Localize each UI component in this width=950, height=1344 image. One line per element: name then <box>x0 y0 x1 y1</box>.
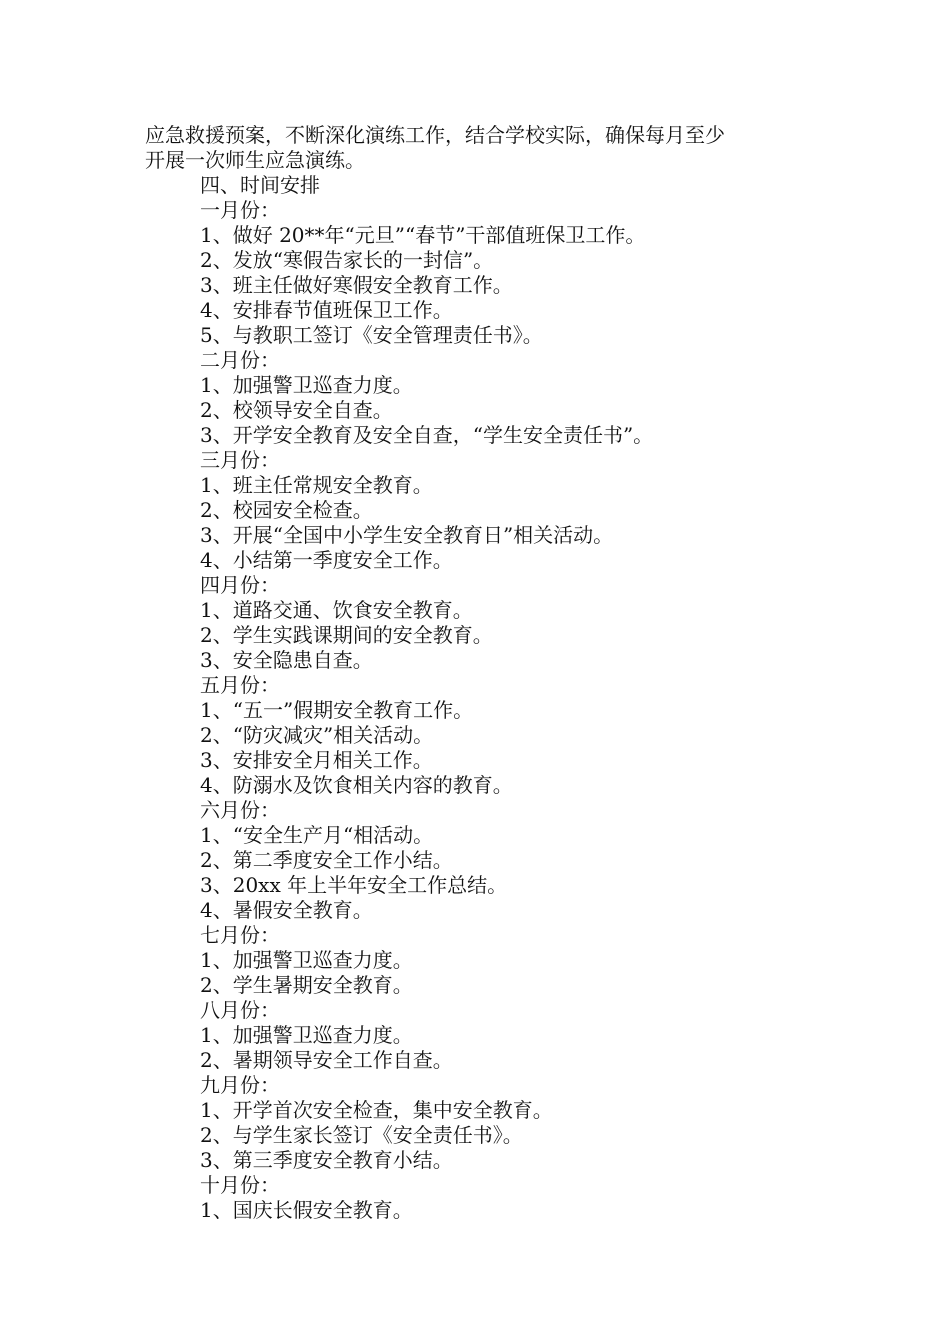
list-item: 1、道路交通、饮食安全教育。 <box>200 598 473 622</box>
list-item: 3、班主任做好寒假安全教育工作。 <box>200 273 513 297</box>
list-item: 1、开学首次安全检查，集中安全教育。 <box>200 1098 553 1122</box>
list-item: 2、校领导安全自查。 <box>200 398 393 422</box>
list-item: 2、暑期领导安全工作自查。 <box>200 1048 453 1072</box>
list-item: 2、“防灾减灾”相关活动。 <box>200 723 434 747</box>
list-item: 3、开学安全教育及安全自查，“学生安全责任书”。 <box>200 423 654 447</box>
list-item: 4、小结第一季度安全工作。 <box>200 548 453 572</box>
list-item: 3、第三季度安全教育小结。 <box>200 1148 453 1172</box>
list-item: 1、“五一”假期安全教育工作。 <box>200 698 474 722</box>
month-heading: 九月份： <box>200 1073 280 1097</box>
list-item: 4、安排春节值班保卫工作。 <box>200 298 453 322</box>
list-item: 1、加强警卫巡查力度。 <box>200 1023 413 1047</box>
section-heading: 四、时间安排 <box>200 173 320 197</box>
month-heading: 四月份： <box>200 573 280 597</box>
list-item: 1、国庆长假安全教育。 <box>200 1198 413 1222</box>
month-heading: 五月份： <box>200 673 280 697</box>
month-heading: 八月份： <box>200 998 280 1022</box>
intro-line: 开展一次师生应急演练。 <box>145 148 365 172</box>
document-body <box>145 123 815 1223</box>
list-item: 3、安全隐患自查。 <box>200 648 373 672</box>
schedule-list <box>145 173 815 1223</box>
list-item: 2、学生暑期安全教育。 <box>200 973 413 997</box>
month-heading: 十月份： <box>200 1173 280 1197</box>
list-item: 4、防溺水及饮食相关内容的教育。 <box>200 773 513 797</box>
list-item: 1、班主任常规安全教育。 <box>200 473 433 497</box>
list-item: 3、安排安全月相关工作。 <box>200 748 433 772</box>
month-heading: 七月份： <box>200 923 280 947</box>
list-item: 1、“安全生产月“相活动。 <box>200 823 434 847</box>
month-heading: 六月份： <box>200 798 280 822</box>
list-item: 2、第二季度安全工作小结。 <box>200 848 453 872</box>
list-item: 3、开展“全国中小学生安全教育日”相关活动。 <box>200 523 614 547</box>
month-heading: 三月份： <box>200 448 280 472</box>
list-item: 2、校园安全检查。 <box>200 498 373 522</box>
intro-line: 应急救援预案，不断深化演练工作，结合学校实际，确保每月至少 <box>145 123 725 147</box>
list-item: 2、学生实践课期间的安全教育。 <box>200 623 493 647</box>
list-item: 2、发放“寒假告家长的一封信”。 <box>200 248 494 272</box>
list-item: 5、与教职工签订《安全管理责任书》。 <box>200 323 543 347</box>
list-item: 2、与学生家长签订《安全责任书》。 <box>200 1123 523 1147</box>
list-item: 4、暑假安全教育。 <box>200 898 373 922</box>
list-item: 3、20xx 年上半年安全工作总结。 <box>200 873 508 897</box>
month-heading: 一月份： <box>200 198 280 222</box>
list-item: 1、加强警卫巡查力度。 <box>200 948 413 972</box>
list-item: 1、做好 20**年“元旦”“春节”干部值班保卫工作。 <box>200 223 646 247</box>
list-item: 1、加强警卫巡查力度。 <box>200 373 413 397</box>
month-heading: 二月份： <box>200 348 280 372</box>
